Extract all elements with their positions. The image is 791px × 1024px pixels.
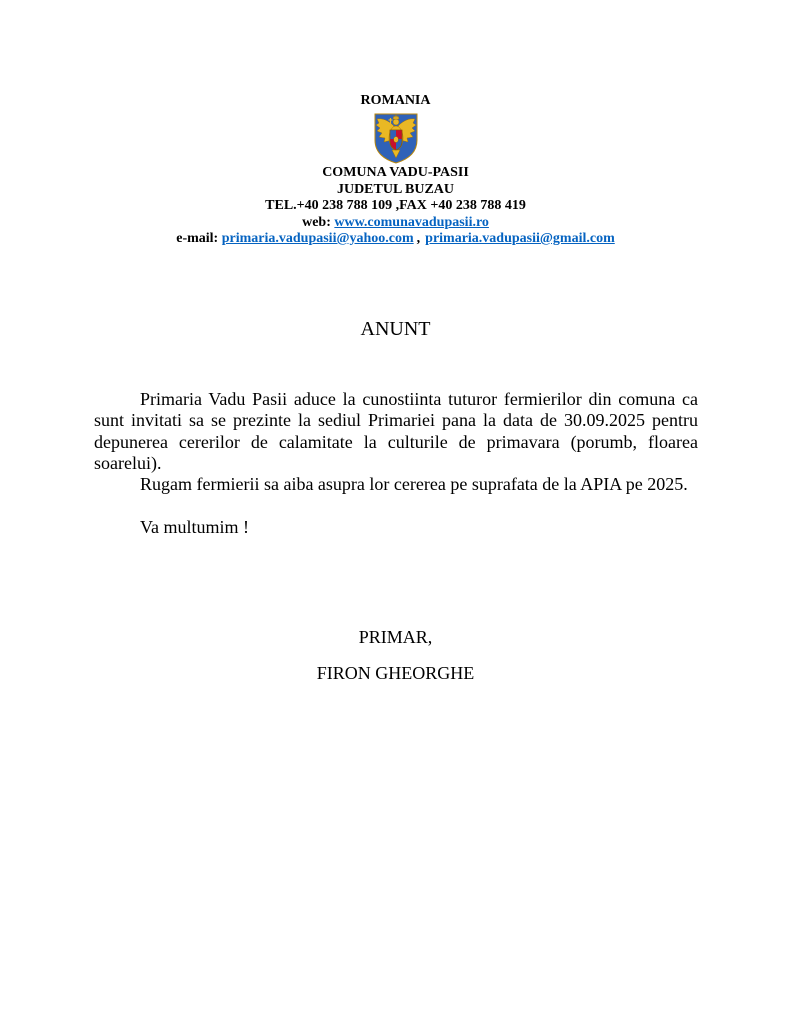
commune-name: COMUNA VADU-PASII [322, 165, 469, 180]
email-separator: , [416, 231, 421, 246]
announcement-body [94, 389, 698, 538]
signature-name: FIRON GHEORGHE [316, 663, 475, 683]
web-label: web: [302, 214, 331, 230]
body-paragraph: Rugam fermierii sa aiba asupra lor cererea pe suprafata de la APIA pe 2025. [140, 474, 688, 495]
body-paragraph: Primaria Vadu Pasii aduce la cunostiinta tuturor fermierilor din comuna ca sunt invitati sa se prezinte la sediul Primariei pana la data de 30.09.2025 pentru depunerea cererilor de calamitate la culturile de primavara (porumb, floarea soarelui). [94, 389, 698, 473]
closing-line: Va multumim ! [140, 516, 249, 537]
email-link-gmail[interactable]: primaria.vadupasii@gmail.com [425, 231, 615, 246]
country-heading: ROMANIA [360, 93, 431, 108]
signature-role: PRIMAR, [358, 627, 433, 647]
phone-fax: TEL.+40 238 788 109 ,FAX +40 238 788 419 [265, 198, 526, 213]
email-label: e-mail: [176, 231, 219, 246]
announcement-title: ANUNT [360, 318, 431, 340]
email-line [0, 231, 791, 248]
website-link[interactable]: www.comunavadupasii.ro [334, 214, 489, 230]
coat-of-arms-icon [372, 110, 420, 164]
county-name: JUDETUL BUZAU [336, 181, 455, 197]
web-line [0, 215, 791, 232]
letterhead [0, 165, 791, 248]
email-link-yahoo[interactable]: primaria.vadupasii@yahoo.com [221, 231, 414, 246]
